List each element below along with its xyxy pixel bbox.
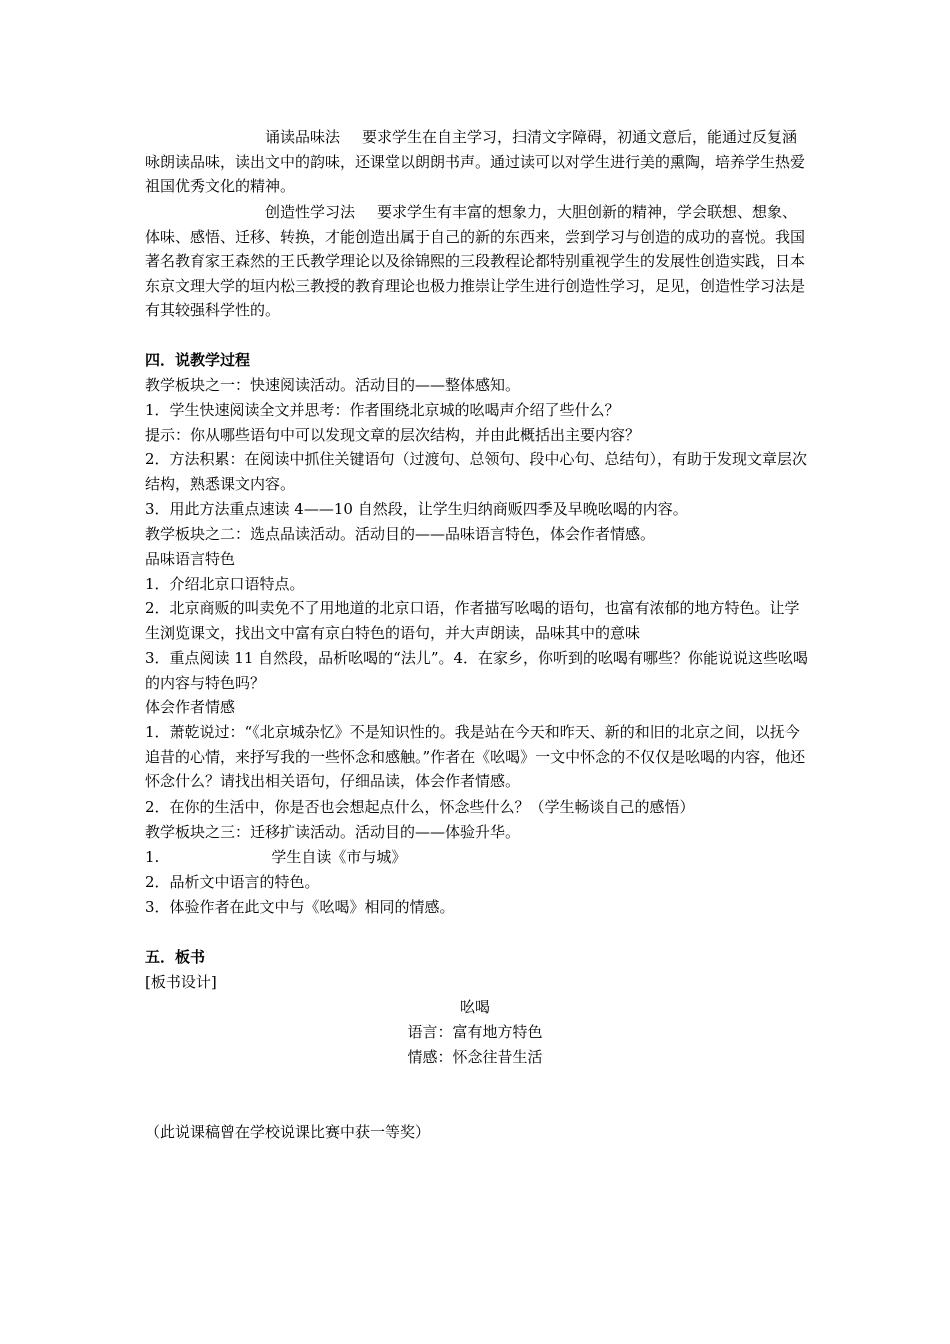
method-text: 要求学生有丰富的想象力，大胆创新的精神，学会联想、想象、体味、感悟、迁移、转换，才能创造出属于自己的新的东西来，尝到学习与创造的成功的喜悦。我国著名教育家王森然的王氏教学理论以及徐锦熙的三段教程论都特别重视学生的发展性创造实践，日本东京文理大学的垣内松三教授的教育理论也极力推崇让学生进行创造性学习，足见，创造性学习法是有其较强科学性的。	[145, 203, 806, 319]
method-text: 要求学生在自主学习，扫清文字障碍，初通文意后，能通过反复涵咏朗读品味，读出文中的韵味，还课堂以朗朗书声。通过读可以对学生进行美的熏陶，培养学生热爱祖国优秀文化的精神。	[145, 128, 806, 195]
list-text: 学生自读《市与城》	[271, 848, 407, 866]
list-item: 2．在你的生活中，你是否也会想起点什么，怀念些什么？（学生畅谈自己的感悟）	[145, 798, 695, 816]
list-item: 1．介绍北京口语特点。	[145, 575, 305, 593]
footnote: （此说课稿曾在学校说课比赛中获一等奖）	[145, 1123, 431, 1141]
method-term: 诵读品味法	[265, 128, 341, 146]
list-item: 2．北京商贩的叫卖免不了用地道的北京口语，作者描写吆喝的语句，也富有浓郁的地方特色。让学生浏览课文，找出文中富有京白特色的语句，并大声朗读，品味其中的意味	[145, 599, 800, 642]
teaching-block: 教学板块之一：快速阅读活动。活动目的——整体感知。	[145, 376, 521, 394]
list-item: 2．方法积累：在阅读中抓住关键语句（过渡句、总领句、段中心句、总结句），有助于发现文章层次结构，熟悉课文内容。	[145, 450, 808, 493]
sub-heading: 品味语言特色	[145, 550, 236, 568]
section-heading: 四．说教学过程	[145, 351, 251, 369]
list-item: 3．重点阅读 11 自然段，品析吆喝的“法儿”。4．在家乡，你听到的吆喝有哪些？你能说说这些吆喝的内容与特色吗？	[145, 649, 809, 692]
board-title: 吆喝	[459, 998, 490, 1016]
list-item: 3．体验作者在此文中与《吆喝》相同的情感。	[145, 898, 455, 916]
teaching-block: 教学板块之三：迁移扩读活动。活动目的——体验升华。	[145, 823, 521, 841]
list-item: 3．用此方法重点速读 4——10 自然段，让学生归纳商贩四季及早晚吆喝的内容。	[145, 500, 688, 518]
method-term: 创造性学习法	[265, 203, 356, 221]
list-number: 1.	[145, 848, 160, 866]
list-item: 1．萧乾说过：“《北京城杂忆》不是知识性的。我是站在今天和昨天、新的和旧的北京之间，以抚今追昔的心情，来抒写我的一些怀念和感触。”作者在《吆喝》一文中怀念的不仅仅是吆喝的内容，他还怀念什么？请找出相关语句，仔细品读，体会作者情感。	[145, 723, 806, 790]
method-reading-paragraph	[145, 125, 810, 199]
board-design-label: [板书设计]	[145, 973, 217, 991]
board-line: 情感：怀念往昔生活	[407, 1048, 543, 1066]
teaching-block: 教学板块之二：选点品读活动。活动目的——品味语言特色，体会作者情感。	[145, 525, 656, 543]
method-creative-paragraph	[145, 200, 810, 323]
hint-text: 提示：你从哪些语句中可以发现文章的层次结构，并由此概括出主要内容？	[145, 426, 641, 444]
list-item	[145, 845, 406, 870]
board-line: 语言：富有地方特色	[407, 1023, 543, 1041]
sub-heading: 体会作者情感	[145, 698, 236, 716]
list-item: 1．学生快速阅读全文并思考：作者围绕北京城的吆喝声介绍了些什么？	[145, 401, 620, 419]
list-item: 2．品析文中语言的特色。	[145, 873, 320, 891]
section-heading: 五．板书	[145, 948, 206, 966]
